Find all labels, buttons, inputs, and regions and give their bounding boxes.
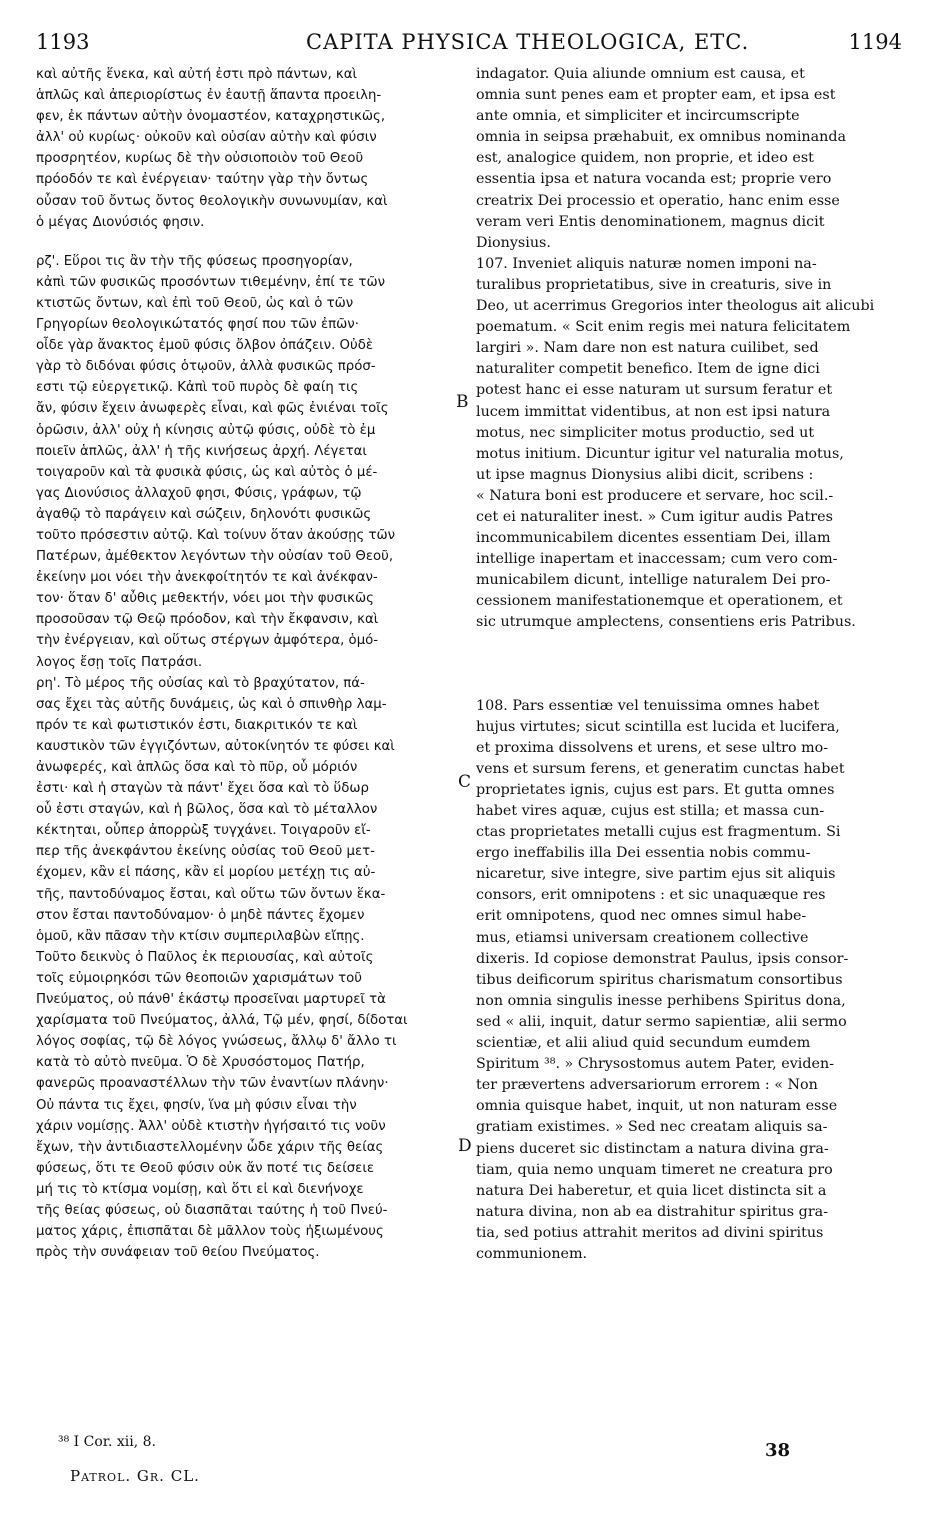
text-line: indagator. Quia aliunde omnium est causa, et bbox=[476, 66, 805, 82]
text-line: erit omnipotens, quod nec omnes simul habe- bbox=[476, 908, 807, 925]
text-line: φεν, ἐκ πάντων αὐτὴν ὀνομαστέον, καταχρηστικῶς, bbox=[36, 109, 386, 125]
text-line: tiam, quia nemo unquam timeret ne creatura pro bbox=[476, 1161, 833, 1178]
text-line: motus, nec simpliciter motus productio, sed ut bbox=[476, 424, 815, 441]
text-line: proprietates ignis, cujus est pars. Et gutta omnes bbox=[476, 781, 835, 798]
text-line: ἀλλ' οὐ κυρίως· οὐκοῦν καὶ οὐσίαν αὐτὴν καὶ φύσιν bbox=[36, 130, 377, 146]
text-line: χάριν νομίσῃς. Ἀλλ' οὐδὲ κτιστὴν ἡγήσαιτό τις νοῦν bbox=[36, 1118, 386, 1134]
text-line: natura Dei haberetur, et quia licet distincta sit a bbox=[476, 1182, 827, 1199]
running-title: CAPITA PHYSICA THEOLOGICA, ETC. bbox=[306, 30, 750, 54]
text-line: cessionem manifestationemque et operationem, et bbox=[476, 593, 843, 610]
text-line: Γρηγορίων θεολογικώτατός φησί που τῶν ἐπῶν· bbox=[36, 317, 359, 333]
text-line: κἀπὶ τῶν φυσικῶς προσόντων τιθεμένην, ἐπί τε τῶν bbox=[36, 274, 386, 290]
text-line: sed « alii, inquit, datur sermo sapientiæ, alii sermo bbox=[476, 1013, 847, 1030]
greek-column bbox=[36, 64, 456, 1263]
text-line: ante omnia, et simpliciter et incircumscripte bbox=[476, 108, 800, 125]
text-line: τοῦτο πρόσεστιν αὐτῷ. Καὶ τοίνυν ὅταν ἀκούσῃς τῶν bbox=[36, 527, 396, 543]
text-line: κατὰ τὸ αὐτὸ πνεῦμα. Ὁ δὲ Χρυσόστομος Πατήρ, bbox=[36, 1055, 365, 1071]
text-line: ἐκείνην μοι νόει τὴν ἀνεκφοίτητόν τε καὶ ἀνέκφαν- bbox=[36, 570, 378, 586]
text-line: lucem immittat videntibus, at non est ipsi natura bbox=[476, 403, 831, 420]
text-line: λόγος σοφίας, τῷ δὲ λόγος γνώσεως, ἄλλῳ δ' ἄλλο τι bbox=[36, 1034, 397, 1050]
text-line: essentia ipsa et natura vocanda est; proprie vero bbox=[476, 171, 832, 188]
text-line: ter prævertens adversariorum errorem : « Non bbox=[476, 1077, 818, 1094]
text-line: εστι τῷ εὐεργετικῷ. Κἀπὶ τοῦ πυρὸς δὲ φαίη τις bbox=[36, 380, 359, 396]
text-line: πρόοδόν τε καὶ ἐνέργειαν· ταύτην γὰρ τὴν ὄντως bbox=[36, 172, 369, 188]
text-line: μή τις τὸ κτίσμα νομίσῃ, καὶ ὅτι εἰ καὶ διενήνοχε bbox=[36, 1181, 364, 1197]
latin-paragraph-1 bbox=[476, 64, 890, 254]
text-line: cet ei naturaliter inest. » Cum igitur audis Patres bbox=[476, 508, 833, 525]
text-line: communionem. bbox=[476, 1245, 588, 1262]
text-line: vens et sursum ferens, et generatim cunctas habet bbox=[476, 760, 845, 777]
text-line: poematum. « Scit enim regis mei natura felicitatem bbox=[476, 319, 851, 336]
text-line: tia, sed potius attrahit meritos ad divini spiritus bbox=[476, 1224, 824, 1241]
text-line: ut ipse magnus Dionysius alibi dicit, scribens : bbox=[476, 466, 814, 483]
text-line: Οὐ πάντα τις ἔχει, φησίν, ἵνα μὴ φύσιν εἶναι τὴν bbox=[36, 1097, 357, 1113]
text-line: ὁρῶσιν, ἀλλ' οὐχ ἡ κίνησις αὐτῷ φύσις, οὐδὲ τὸ ἐμ bbox=[36, 422, 376, 438]
margin-letter-b: B bbox=[456, 392, 469, 412]
text-line: ρζ'. Εὕροι τις ἂν τὴν τῆς φύσεως προσηγορίαν, bbox=[36, 253, 353, 269]
text-line: ἐστι· καὶ ἡ σταγὼν τὰ πάντ' ἔχει ὅσα καὶ τὸ ὕδωρ bbox=[36, 781, 369, 797]
text-line: natura divina, non ab ea distrahitur spiritus gra- bbox=[476, 1203, 829, 1220]
text-line: καυστικὸν τῶν ἐγγιζόντων, αὐτοκίνητόν τε φύσει καὶ bbox=[36, 738, 395, 754]
text-line: mus, etiamsi universam creationem collective bbox=[476, 929, 809, 946]
text-line: ἀνωφερές, καὶ ἁπλῶς ὅσα καὶ τὸ πῦρ, οὗ μόριόν bbox=[36, 760, 358, 775]
page-number-left: 1193 bbox=[36, 30, 90, 54]
text-line: veram veri Entis denominationem, magnus dicit bbox=[476, 213, 825, 230]
text-line: omnia in seipsa præhabuit, ex omnibus nominanda bbox=[476, 129, 847, 146]
text-line: piens duceret sic distinctam a natura divina gra- bbox=[476, 1140, 829, 1157]
text-line: incommunicabilem dicentes essentiam Dei, illam bbox=[476, 530, 831, 547]
text-line: περ τῆς ἀνεκφάντου ἐκείνης οὐσίας τοῦ Θεοῦ μετ- bbox=[36, 844, 375, 860]
text-line: largiri ». Nam dare non est natura cuilibet, sed bbox=[476, 340, 819, 357]
latin-paragraph-3 bbox=[476, 696, 890, 1266]
text-line: scientiæ, et alii aliud quid secundum eumdem bbox=[476, 1035, 811, 1052]
text-line: et proxima dissolvens et urens, et sese ultro mo- bbox=[476, 739, 829, 756]
text-line: κέκτηται, οὗπερ ἀπορρὼξ τυγχάνει. Τοιγαροῦν εἴ- bbox=[36, 823, 371, 839]
page-number-right: 1194 bbox=[848, 30, 902, 54]
margin-letter-c: C bbox=[458, 772, 472, 792]
text-line: τοῖς εὐμοιρηκόσι τῶν θεοποιῶν χαρισμάτων τοῦ bbox=[36, 970, 362, 986]
text-line: τοιγαροῦν καὶ τὰ φυσικὰ φύσις, ὡς καὶ αὐτὸς ὁ μέ- bbox=[36, 464, 378, 480]
text-line: οὗ ἐστι σταγών, καὶ ἡ βῶλος, ὅσα καὶ τὸ μέταλλον bbox=[36, 802, 378, 818]
text-line: λογος ἔσῃ τοῖς Πατράσι. bbox=[36, 654, 203, 670]
text-line: « Natura boni est producere et servare, hoc scil.- bbox=[476, 487, 834, 504]
text-line: motus initium. Dicuntur igitur vel naturalia motus, bbox=[476, 445, 844, 462]
text-line: φανερῶς προαναστέλλων τὴν τῶν ἐναντίων πλάνην· bbox=[36, 1076, 389, 1092]
text-line: ποιεῖν ἁπλῶς, ἀλλ' ἡ τῆς κινήσεως ἀρχή. Λέγεται bbox=[36, 443, 367, 459]
text-line: σας ἔχει τὰς αὐτῆς δυνάμεις, ὡς καὶ ὁ σπινθὴρ λαμ- bbox=[36, 696, 387, 712]
text-line: οἶδε γὰρ ἄνακτος ἐμοῦ φύσις ὄλβον ὀπάζειν. Οὐδὲ bbox=[36, 338, 374, 354]
text-line: προσρητέον, κυρίως δὲ τὴν οὐσιοποιὸν τοῦ Θεοῦ bbox=[36, 151, 364, 167]
text-line: dixeris. Id copiose demonstrat Paulus, ipsis consor- bbox=[476, 950, 849, 967]
text-line: γας Διονύσιος ἀλλαχοῦ φησι, Φύσις, γράφων, τῷ bbox=[36, 485, 362, 501]
text-line: gratiam existimes. » Sed nec creatam aliquis sa- bbox=[476, 1119, 828, 1136]
text-line: Dionysius. bbox=[476, 234, 551, 251]
margin-letter-d: D bbox=[458, 1136, 472, 1156]
text-line: omnia sunt penes eam et propter eam, et ipsa est bbox=[476, 87, 836, 104]
text-line: έχομεν, κἂν εἰ πάσης, κἂν εἰ μορίου μετέχῃ τις αὐ- bbox=[36, 865, 376, 881]
text-line: οὖσαν τοῦ ὄντως ὄντος θεολογικὴν συνωνυμίαν, καὶ bbox=[36, 193, 388, 209]
text-line: πρὸς τὴν συνάφειαν τοῦ θείου Πνεύματος. bbox=[36, 1245, 320, 1261]
gathering-number: 38 bbox=[765, 1440, 791, 1461]
text-line: ἄν, φύσιν ἔχειν ἀνωφερὲς εἶναι, καὶ φῶς ἐνιέναι τοῖς bbox=[36, 401, 389, 417]
text-line: Πνεύματος, οὐ πάνθ' ἑκάστῳ προσεῖναι μαρτυρεῖ τὰ bbox=[36, 992, 386, 1008]
text-line: habet vires aquæ, cujus est stilla; et massa cun- bbox=[476, 803, 825, 819]
text-line: καὶ αὐτῆς ἕνεκα, καὶ αὐτή ἐστι πρὸ πάντων, καὶ bbox=[36, 67, 358, 82]
text-line: ἔχων, τὴν ἀντιδιαστελλομένην ὧδε χάριν τῆς θείας bbox=[36, 1139, 384, 1155]
text-line: ἀγαθῷ τὸ παράγειν καὶ σώζειν, δηλονότι φυσικῶς bbox=[36, 506, 372, 522]
text-line: ctas proprietates metalli cujus est fragmentum. Si bbox=[476, 824, 841, 841]
text-line: γὰρ τὸ διδόναι φύσις ὁτῳοῦν, ἀλλὰ φυσικῶς πρόσ- bbox=[36, 359, 376, 375]
text-line: ergo ineffabilis illa Dei essentia nobis commu- bbox=[476, 845, 811, 862]
greek-paragraph-3 bbox=[36, 673, 456, 1264]
text-line: creatrix Dei processio et operatio, hanc enim esse bbox=[476, 192, 840, 209]
text-line: intellige inapertam et inaccessam; cum vero com- bbox=[476, 551, 838, 568]
text-line: tibus deificorum spiritus charismatum consortibus bbox=[476, 971, 843, 988]
text-line: hujus virtutes; sicut scintilla est lucida et lucifera, bbox=[476, 718, 840, 735]
text-line: στον ἔσται παντοδύναμον· ὁ μηδὲ πάντες ἔχομεν bbox=[36, 907, 365, 923]
running-header bbox=[36, 30, 902, 64]
text-line: naturaliter competit benefico. Item de igne dici bbox=[476, 361, 820, 378]
text-line: τὴν ἐνέργειαν, καὶ οὕτως στέργων ἀμφότερα, ὁμό- bbox=[36, 633, 379, 649]
text-line: ἁπλῶς καὶ ἀπεριορίστως ἐν ἑαυτῇ ἅπαντα προειλη- bbox=[36, 88, 382, 104]
latin-paragraph-2 bbox=[476, 254, 890, 634]
text-line: sic utrumque amplectens, consentiens eris Patribus. bbox=[476, 614, 856, 631]
text-line: est, analogice quidem, non proprie, et ideo est bbox=[476, 150, 814, 167]
text-line: πρόν τε καὶ φωτιστικόν ἐστι, διακριτικόν τε καὶ bbox=[36, 717, 358, 733]
text-line: 108. Pars essentiæ vel tenuissima omnes habet bbox=[476, 697, 820, 714]
latin-column bbox=[476, 64, 890, 1265]
text-line: potest hanc ei esse naturam ut sursum feratur et bbox=[476, 382, 833, 399]
text-line: Deo, ut acerrimus Gregorios inter theologus ait alicubi bbox=[476, 298, 875, 315]
text-line: φύσεως, ὅτι τε Θεοῦ φύσιν οὐκ ἄν ποτέ τις δείσειε bbox=[36, 1160, 375, 1176]
text-line: nicaretur, sive integre, sive partim ejus sit aliquis bbox=[476, 866, 836, 883]
greek-paragraph-1 bbox=[36, 64, 456, 233]
text-line: 107. Inveniet aliquis naturæ nomen imponi na- bbox=[476, 255, 817, 272]
text-line: consors, erit omnipotens : et sic unaquæque res bbox=[476, 887, 826, 904]
patrologia-signature: Patrol. Gr. CL. bbox=[70, 1467, 200, 1485]
footnote: ³⁸ I Cor. xii, 8. bbox=[58, 1434, 156, 1450]
text-line: Πατέρων, ἀμέθεκτον λεγόντων τὴν οὐσίαν τοῦ Θεοῦ, bbox=[36, 549, 394, 565]
text-line: turalibus proprietatibus, sive in creaturis, sive in bbox=[476, 276, 832, 293]
text-line: ρη'. Τὸ μέρος τῆς οὐσίας καὶ τὸ βραχύτατον, πά- bbox=[36, 675, 365, 691]
text-line: municabilem dicunt, intellige naturalem Dei pro- bbox=[476, 572, 831, 589]
text-line: Spiritum ³⁸. » Chrysostomus autem Pater, eviden- bbox=[476, 1056, 835, 1073]
greek-paragraph-2 bbox=[36, 251, 456, 673]
text-line: τον· ὅταν δ' αὖθις μεθεκτήν, νόει μοι τὴν φυσικῶς bbox=[36, 591, 374, 607]
text-line: ὁμοῦ, κἂν πᾶσαν τὴν κτίσιν συμπεριλαβὼν εἴπῃς. bbox=[36, 928, 365, 944]
text-line: ὁ μέγας Διονύσιός φησιν. bbox=[36, 214, 205, 230]
text-line: χαρίσματα τοῦ Πνεύματος, ἀλλά, Τῷ μέν, φησί, δίδοται bbox=[36, 1013, 408, 1029]
text-line: Τοῦτο δεικνὺς ὁ Παῦλος ἐκ περιουσίας, καὶ αὐτοῖς bbox=[36, 949, 374, 965]
text-line: ματος χάρις, ἐπισπᾶται δὲ μᾶλλον τοὺς ἠξιωμένους bbox=[36, 1224, 384, 1240]
text-line: προσοῦσαν τῷ Θεῷ πρόοδον, καὶ τὴν ἔκφανσιν, καὶ bbox=[36, 612, 379, 628]
text-line: non omnia singulis inesse perhibens Spiritus dona, bbox=[476, 992, 846, 1009]
text-line: τῆς θείας φύσεως, οὐ διασπᾶται ταύτης ἡ τοῦ Πνεύ- bbox=[36, 1202, 388, 1218]
text-line: τῆς, παντοδύναμος ἔσται, καὶ οὕτω τῶν ὄντων ἕκα- bbox=[36, 886, 386, 902]
text-line: κτιστῶς ὄντων, καὶ ἐπὶ τοῦ Θεοῦ, ὡς καὶ ὁ τῶν bbox=[36, 295, 354, 311]
text-line: omnia quisque habet, inquit, ut non naturam esse bbox=[476, 1098, 838, 1115]
